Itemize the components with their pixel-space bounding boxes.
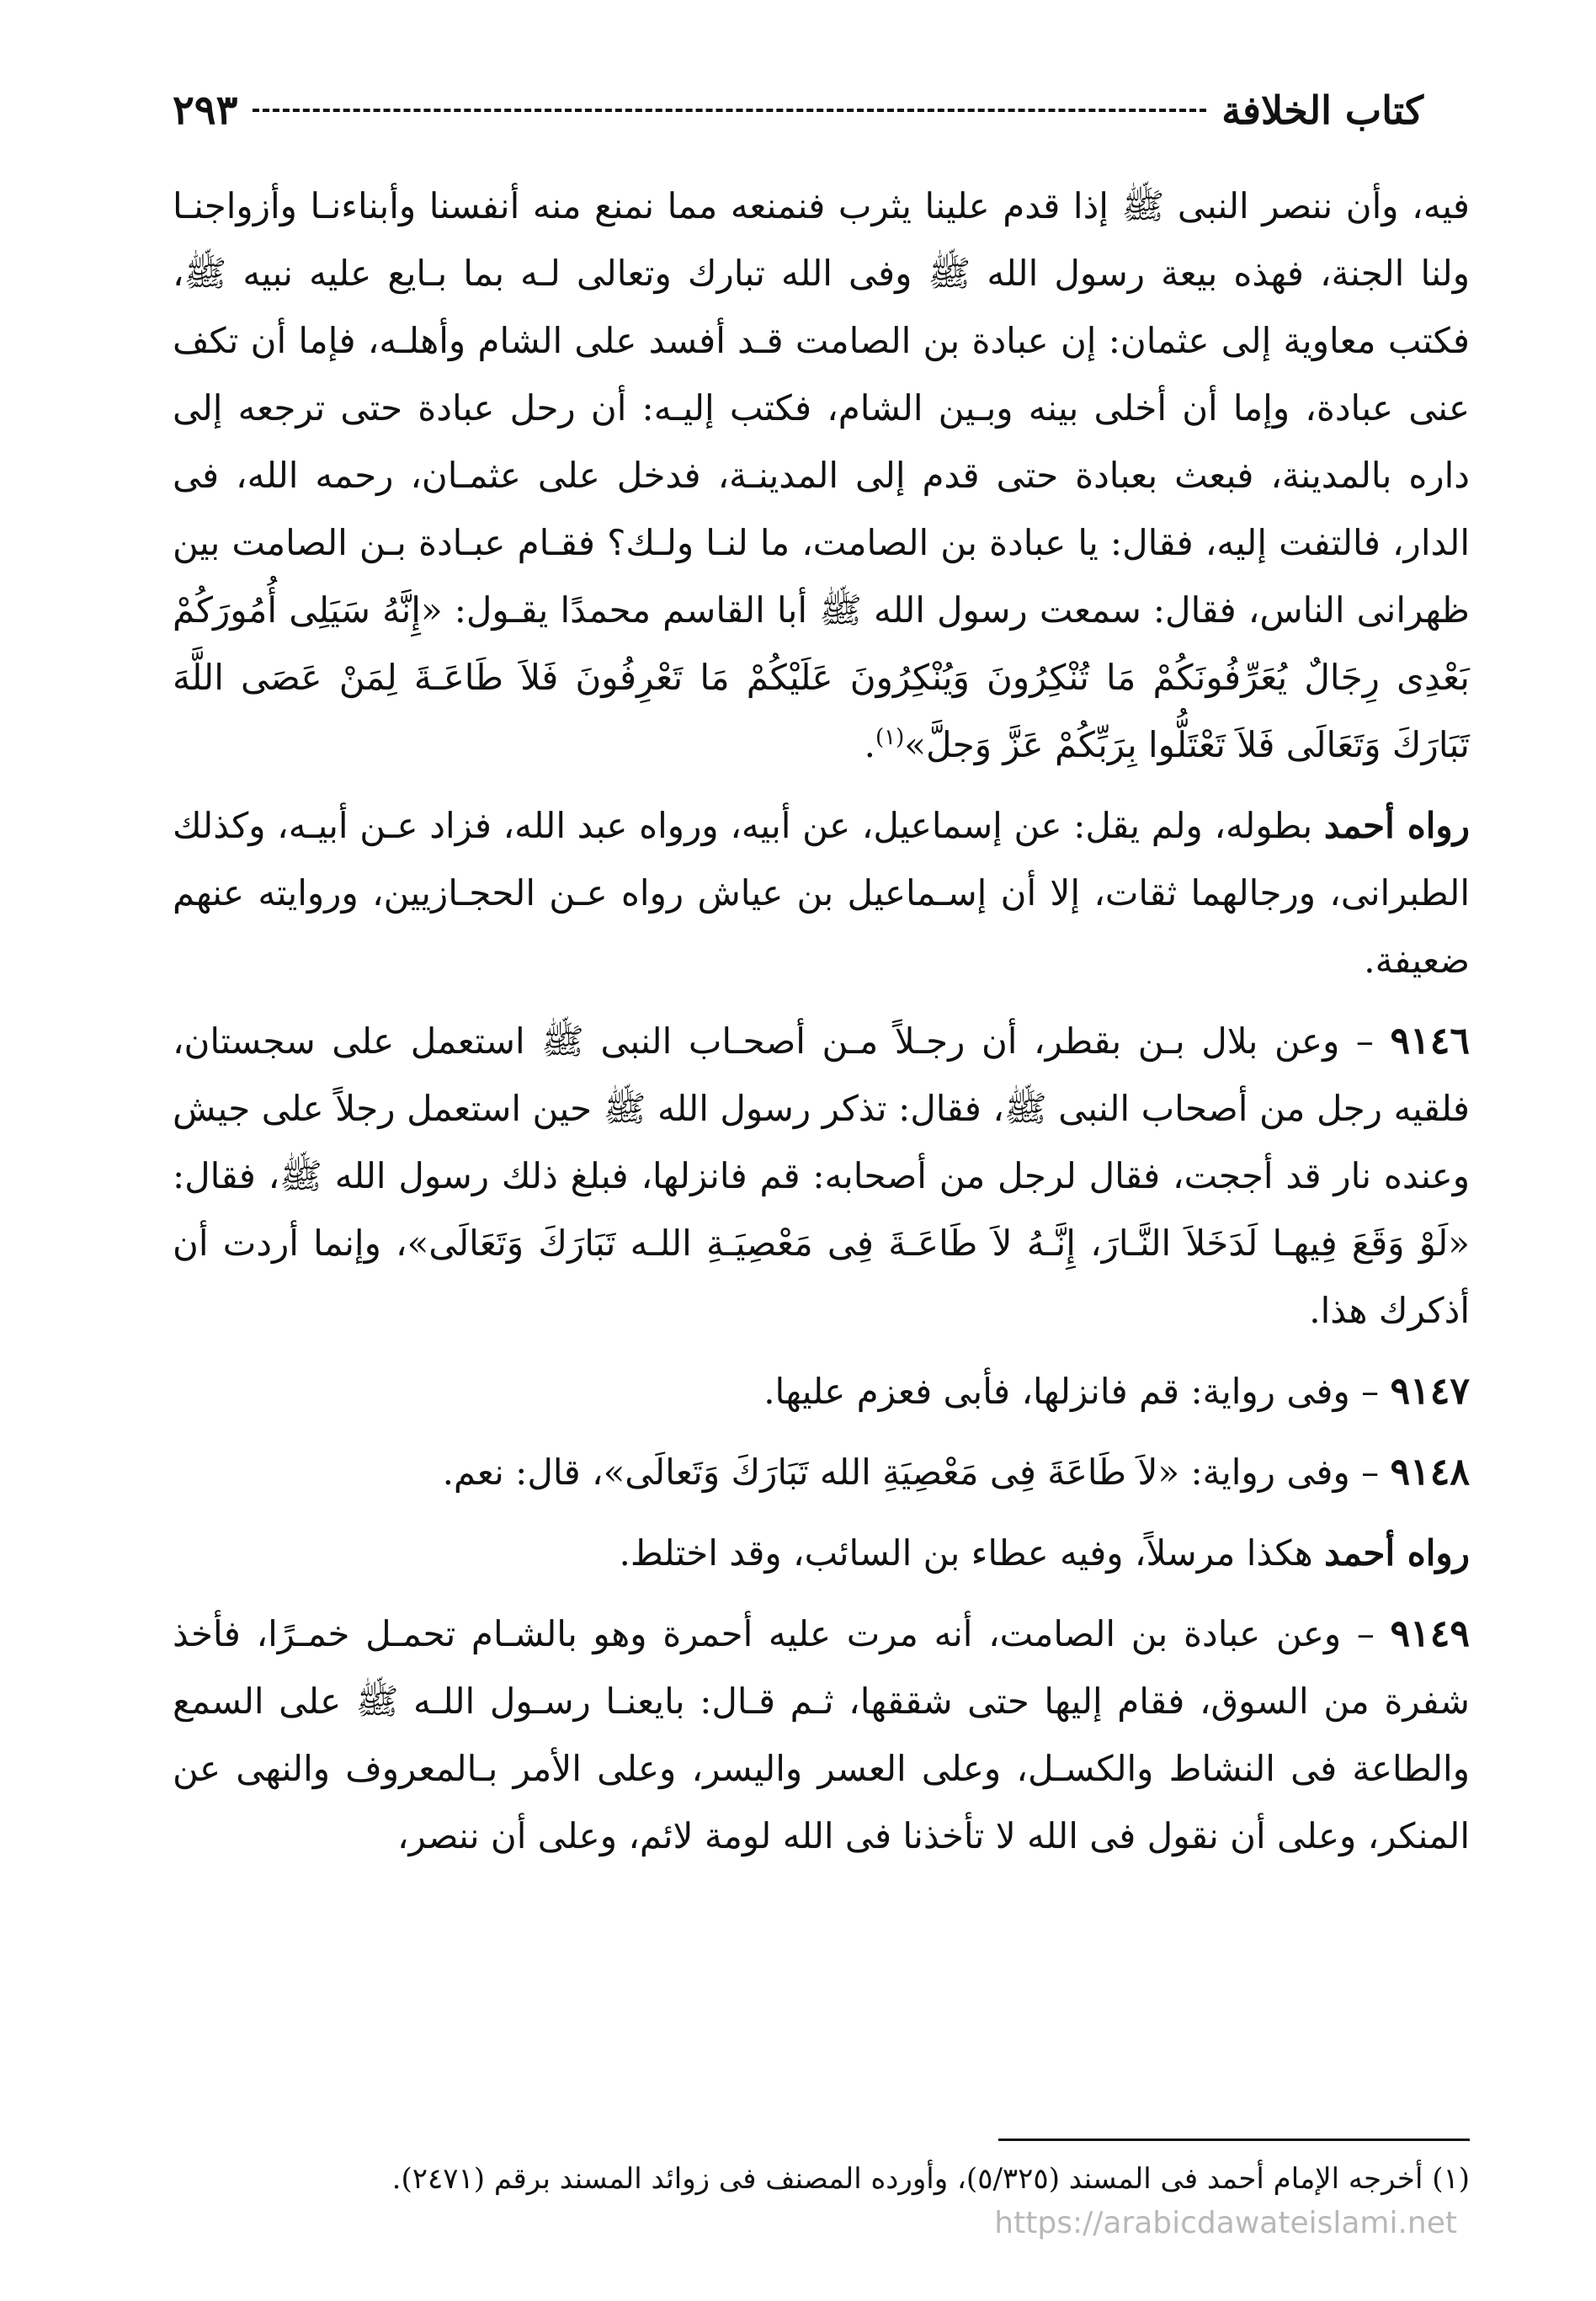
- watermark: https://arabicdawateislami.net: [994, 2206, 1457, 2240]
- page-number: ٢٩٣: [173, 87, 238, 134]
- footnote: (١) أخرجه الإمام أحمد فى المسند (٥/٣٢٥)، وأورده المصنف فى زوائد المسند برقم (٢٤٧١).: [391, 2162, 1470, 2196]
- main-text: [173, 173, 1470, 1883]
- header-dashed-rule: [253, 109, 1206, 112]
- hadith-text: وعن عبادة بن الصامت، أنه مرت عليه أحمرة وهو بالشـام تحمـل خمـرًا، فأخذ شفرة من السوق، فقام إليها حتى شققها، ثـم قـال: بايعنـا رسـول اللـه ﷺ على السمع والطاعة فى النشاط والكسـل، وعلى العسر واليسر، وعلى الأمر بـالمعروف والنهى عن المنكر، وعلى أن نقول فى الله لا تأخذنا فى الله لومة لائم، وعلى أن ننصر،: [173, 1613, 1470, 1856]
- narrator-label: رواه أحمد: [1323, 805, 1470, 846]
- paragraph-text: فيه، وأن ننصر النبى ﷺ إذا قدم علينا يثرب فنمنعه مما نمنع منه أنفسنا وأبناءنـا وأزواجنـا ولنا الجنة، فهذه بيعة رسول الله ﷺ وفى الله تبارك وتعالى لـه بما بـايع عليه نبيه ﷺ، فكتب معاوية إلى عثمان: إن عبادة بن الصامت قـد أفسد على الشام وأهلـه، فإما أن تكف عنى عبادة، وإما أن أخلى بينه وبـين الشام، فكتب إليـه: أن رحل عبادة حتى ترجعه إلى داره بالمدينة، فبعث بعبادة حتى قدم إلى المدينـة، فدخل على عثمـان، رحمه الله، فى الدار، فالتفت إليه، فقال: يا عبادة بن الصامت، ما لنـا ولـك؟ فقـام عبـادة بـن الصامت بين ظهرانى الناس، فقال: سمعت رسول الله ﷺ أبا القاسم محمدًا يقـول:: [173, 185, 1470, 631]
- hadith-text: وفى رواية: قم فانزلها، فأبى فعزم عليها.: [763, 1371, 1350, 1412]
- hadith-number: ٩١٤٨: [1390, 1451, 1470, 1494]
- quote-text: «إِنَّهُ سَيَلِى أُمُورَكُمْ بَعْدِى رِجَالٌ يُعَرِّفُونَكُمْ مَا تُنْكِرُونَ وَيُنْكِرُونَ عَلَيْكُمْ مَا تَعْرِفُونَ فَلاَ طَاعَـةَ لِمَنْ عَصَى اللَّهَ تَبَارَكَ وَتَعَالَى فَلاَ تَعْتَلُّوا بِرَبِّكُمْ عَزَّ وَجلَّ»: [173, 589, 1470, 765]
- hadith-entry: ٩١٤٦ – وعن بلال بـن بقطر، أن رجـلاً مـن أصحـاب النبى ﷺ استعمل على سجستان، فلقيه رجل من أصحاب النبى ﷺ، فقال: تذكر رسول الله ﷺ حين استعمل رجلاً على جيش وعنده نار قد أججت، فقال لرجل من أصحابه: قم فانزلها، فبلغ ذلك رسول الله ﷺ، فقال: «لَوْ وَقَعَ فِيهـا لَدَخَلاَ النَّـارَ، إِنَّـهُ لاَ طَاعَـةَ فِى مَعْصِيَـةِ اللـه تَبَارَكَ وَتَعَالَى»، وإنما أردت أن أذكرك هذا.: [173, 1020, 1471, 1331]
- hadith-quote: «إِنَّهُ سَيَلِى أُمُورَكُمْ بَعْدِى رِجَالٌ يُعَرِّفُونَكُمْ مَا تُنْكِرُونَ وَيُنْكِرُونَ عَلَيْكُمْ مَا تَعْرِفُونَ فَلاَ طَاعَـةَ لِمَنْ عَصَى اللَّهَ تَبَارَكَ وَتَعَالَى فَلاَ تَعْتَلُّوا بِرَبِّكُمْ عَزَّ وَجلَّ»$^{(١)}$.: [173, 589, 1470, 765]
- narration-note: [173, 792, 1470, 994]
- hadith-number: ٩١٤٩: [1390, 1612, 1470, 1655]
- hadith-entry: ٩١٤٧ – وفى رواية: قم فانزلها، فأبى فعزم عليها.: [763, 1370, 1470, 1413]
- running-head: [173, 83, 1423, 138]
- narration-text: بطوله، ولم يقل: عن إسماعيل، عن أبيه، ورواه عبد الله، فزاد عـن أبيـه، وكذلك الطبرانى، ورجالهما ثقات، إلا أن إسـماعيل بن عياش رواه عـن الحجـازيين، وروايته عنهم ضعيفة.: [173, 805, 1470, 981]
- narrator-label: رواه أحمد: [1324, 1532, 1470, 1574]
- hadith-text: وفى رواية: «لاَ طَاعَةَ فِى مَعْصِيَةِ الله تَبَارَكَ وَتَعالَى»، قال: نعم.: [442, 1451, 1350, 1493]
- hadith-number: ٩١٤٧: [1390, 1370, 1470, 1413]
- narration-text: هكذا مرسلاً، وفيه عطاء بن السائب، وقد اختلط.: [619, 1532, 1313, 1574]
- narration-note: [173, 1520, 1470, 1587]
- hadith-entry: ٩١٤٩ – وعن عبادة بن الصامت، أنه مرت عليه أحمرة وهو بالشـام تحمـل خمـرًا، فأخذ شفرة من السوق، فقام إليها حتى شققها، ثـم قـال: بايعنـا رسـول اللـه ﷺ على السمع والطاعة فى النشاط والكسـل، وعلى العسر واليسر، وعلى الأمر بـالمعروف والنهى عن المنكر، وعلى أن نقول فى الله لا تأخذنا فى الله لومة لائم، وعلى أن ننصر،: [173, 1612, 1470, 1856]
- footnote-rule: [998, 2139, 1470, 2141]
- hadith-number: ٩١٤٦: [1390, 1020, 1471, 1063]
- hadith-entry: ٩١٤٨ – وفى رواية: «لاَ طَاعَةَ فِى مَعْصِيَةِ الله تَبَارَكَ وَتَعالَى»، قال: نعم.: [442, 1451, 1470, 1494]
- hadith-text: وعن بلال بـن بقطر، أن رجـلاً مـن أصحـاب النبى ﷺ استعمل على سجستان، فلقيه رجل من أصحاب النبى ﷺ، فقال: تذكر رسول الله ﷺ حين استعمل رجلاً على جيش وعنده نار قد أججت، فقال لرجل من أصحابه: قم فانزلها، فبلغ ذلك رسول الله ﷺ، فقال: «لَوْ وَقَعَ فِيهـا لَدَخَلاَ النَّـارَ، إِنَّـهُ لاَ طَاعَـةَ فِى مَعْصِيَـةِ اللـه تَبَارَكَ وَتَعَالَى»، وإنما أردت أن أذكرك هذا.: [173, 1020, 1470, 1331]
- book-title: كتاب الخلافة: [1221, 88, 1423, 133]
- footnote-ref: (١): [875, 725, 905, 750]
- paragraph-continuation: [173, 173, 1470, 779]
